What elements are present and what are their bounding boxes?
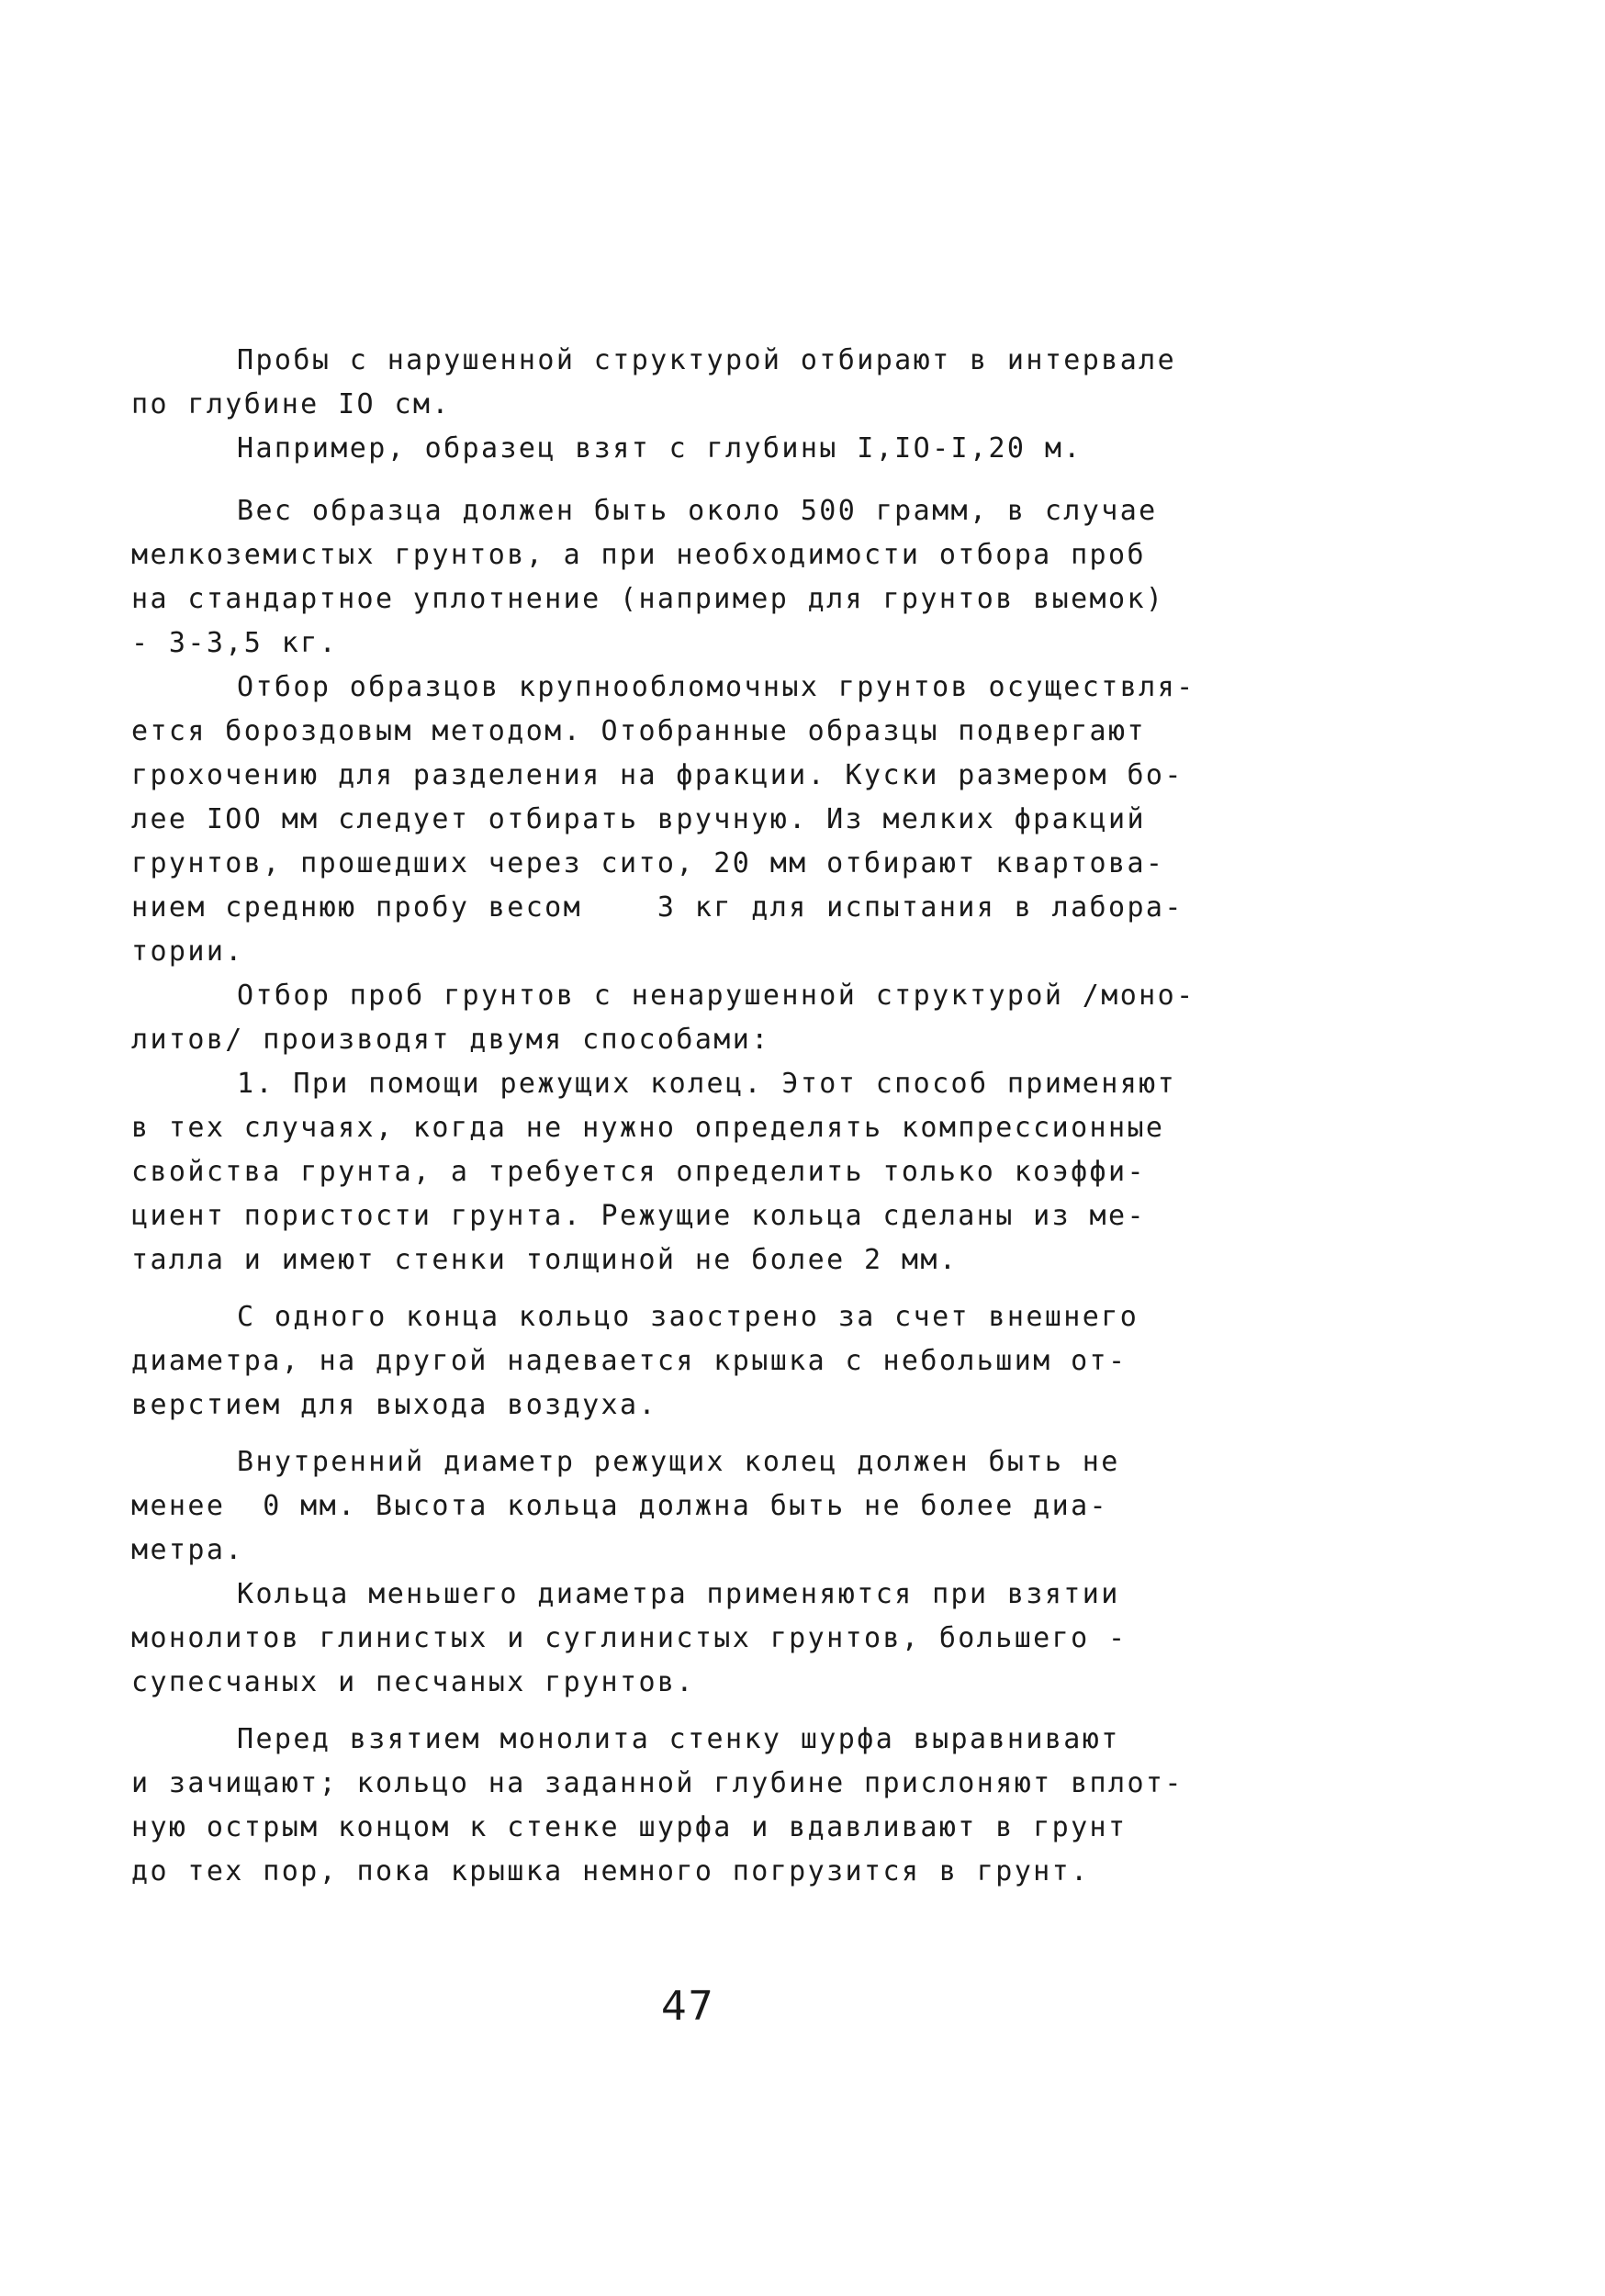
text-line: тории.	[131, 935, 244, 968]
text-line: Например, образец взят с глубины I,IO-I,20 м.	[237, 432, 1083, 465]
text-line: до тех пор, пока крышка немного погрузится в грунт.	[131, 1855, 1090, 1887]
page-number: 47	[661, 1983, 714, 2030]
text-line: супесчаных и песчаных грунтов.	[131, 1666, 695, 1698]
text-line: свойства грунта, а требуется определить только коэффи-	[131, 1156, 1146, 1188]
text-line: 1. При помощи режущих колец. Этот способ применяют	[237, 1068, 1177, 1100]
text-line: монолитов глинистых и суглинистых грунтов, большего -	[131, 1622, 1128, 1654]
text-line: и зачищают; кольцо на заданной глубине прислоняют вплот-	[131, 1767, 1184, 1799]
text-line: Перед взятием монолита стенку шурфа выравнивают	[237, 1723, 1120, 1755]
text-line: Кольца меньшего диаметра применяются при взятии	[237, 1578, 1120, 1610]
text-line: на стандартное уплотнение (например для грунтов выемок)	[131, 583, 1165, 615]
text-line: ется бороздовым методом. Отобранные образцы подвергают	[131, 715, 1146, 747]
text-line: лее IOO мм следует отбирать вручную. Из мелких фракций	[131, 803, 1146, 835]
text-line: литов/ производят двумя способами:	[131, 1024, 770, 1056]
text-line: нием среднюю пробу весом 3 кг для испытания в лабора-	[131, 891, 1184, 924]
text-line: Вес образца должен быть около 500 грамм, в случае	[237, 495, 1158, 527]
text-line: менее 0 мм. Высота кольца должна быть не более диа-	[131, 1490, 1108, 1522]
text-line: грохочению для разделения на фракции. Куски размером бо-	[131, 759, 1184, 791]
text-line: диаметра, на другой надевается крышка с небольшим от-	[131, 1345, 1128, 1377]
text-line: циент пористости грунта. Режущие кольца сделаны из ме-	[131, 1200, 1146, 1232]
text-line: талла и имеют стенки толщиной не более 2 мм.	[131, 1244, 959, 1276]
text-line: по глубине IO см.	[131, 388, 451, 420]
text-line: в тех случаях, когда не нужно определять компрессионные	[131, 1112, 1165, 1144]
text-line: - 3-3,5 кг.	[131, 627, 339, 659]
text-line: верстием для выхода воздуха.	[131, 1389, 657, 1421]
text-line: С одного конца кольцо заострено за счет внешнего	[237, 1301, 1139, 1333]
text-line: ную острым концом к стенке шурфа и вдавливают в грунт	[131, 1811, 1128, 1843]
text-line: Отбор образцов крупнообломочных грунтов осуществля-	[237, 671, 1195, 703]
text-line: Отбор проб грунтов с ненарушенной структурой /моно-	[237, 980, 1195, 1012]
text-line: Пробы с нарушенной структурой отбирают в интервале	[237, 344, 1177, 376]
text-line: Внутренний диаметр режущих колец должен быть не	[237, 1446, 1120, 1478]
text-line: мелкоземистых грунтов, а при необходимости отбора проб	[131, 539, 1146, 571]
text-line: метра.	[131, 1534, 244, 1566]
text-line: грунтов, прошедших через сито, 20 мм отбирают квартова-	[131, 847, 1165, 879]
